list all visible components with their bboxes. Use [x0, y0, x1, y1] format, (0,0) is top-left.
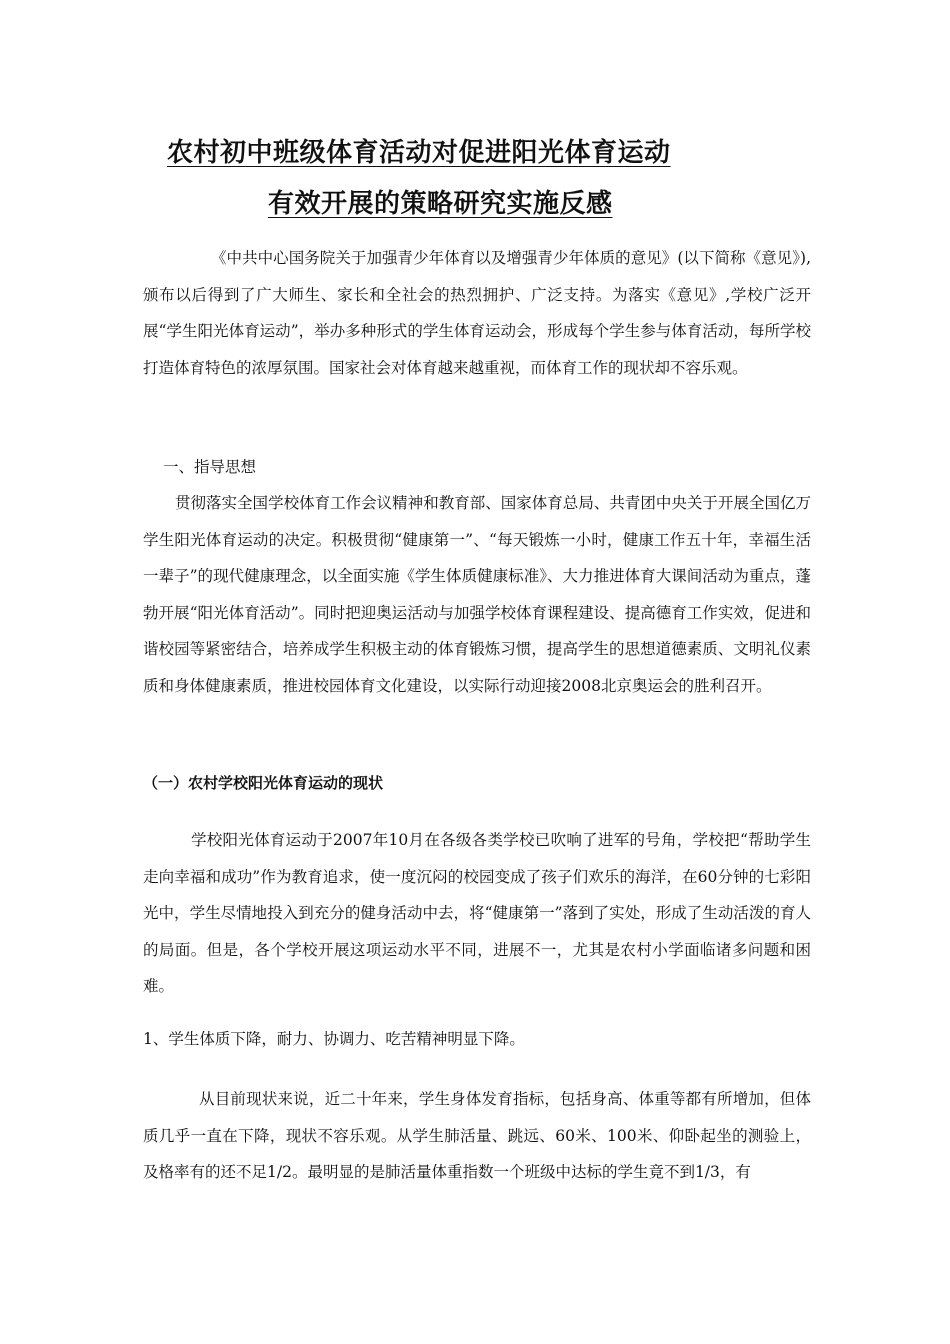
- section-heading-guiding-ideology: 一、指导思想: [163, 458, 257, 476]
- guiding-ideology-paragraph: 贯彻落实全国学校体育工作会议精神和教育部、国家体育总局、共青团中央关于开展全国亿万学生阳光体育运动的决定。积极贯彻“健康第一”、“每天锻炼一小时，健康工作五十年，幸福生活一辈子”的现代健康理念，以全面实施《学生体质健康标准》、大力推进体育大课间活动为重点，蓬勃开展“阳光体育活动”。同时把迎奥运活动与加强学校体育课程建设、提高德育工作实效，促进和谐校园等紧密结合，培养成学生积极主动的体育锻炼习惯，提高学生的思想道德素质、文明礼仪素质和身体健康素质，推进校园体育文化建设，以实际行动迎接2008北京奥运会的胜利召开。: [143, 494, 811, 695]
- intro-paragraph: 《中共中心国务院关于加强青少年体育以及增强青少年体质的意见》(以下简称《意见》),颁布以后得到了广大师生、家长和全社会的热烈拥护、广泛支持。为落实《意见》,学校广泛开展“学生阳光体育运动”，举办多种形式的学生体育运动会，形成每个学生参与体育活动，每所学校打造体育特色的浓厚氛围。国家社会对体育越来越重视，而体育工作的现状却不容乐观。: [143, 249, 811, 377]
- document-title-line-1: 农村初中班级体育活动对促进阳光体育运动: [167, 138, 671, 168]
- subsection-heading-current-status: （一）农村学校阳光体育运动的现状: [143, 774, 384, 792]
- document-title-line-2: [268, 183, 653, 220]
- document-title-line-2-text: 有效开展的策略研究实施反感: [268, 189, 613, 219]
- current-status-paragraph: 学校阳光体育运动于2007年10月在各级各类学校已吹响了进军的号角，学校把“帮助学生走向幸福和成功”作为教育追求，使一度沉闷的校园变成了孩子们欢乐的海洋，在60分钟的七彩阳光中，学生尽情地投入到充分的健身活动中去，将“健康第一”落到了实处，形成了生动活泼的育人的局面。但是，各个学校开展这项运动水平不同，进展不一，尤其是农村小学面临诸多问题和困难。: [143, 831, 811, 995]
- point-1-paragraph: 从目前现状来说，近二十年来，学生身体发育指标，包括身高、体重等都有所增加，但体质几乎一直在下降，现状不容乐观。从学生肺活量、跳远、60米、100米、仰卧起坐的测验上，及格率有的还不足1/2。最明显的是肺活量体重指数一个班级中达标的学生竟不到1/3，有: [143, 1090, 811, 1181]
- point-1-heading: 1、学生体质下降，耐力、协调力、吃苦精神明显下降。: [143, 1030, 525, 1048]
